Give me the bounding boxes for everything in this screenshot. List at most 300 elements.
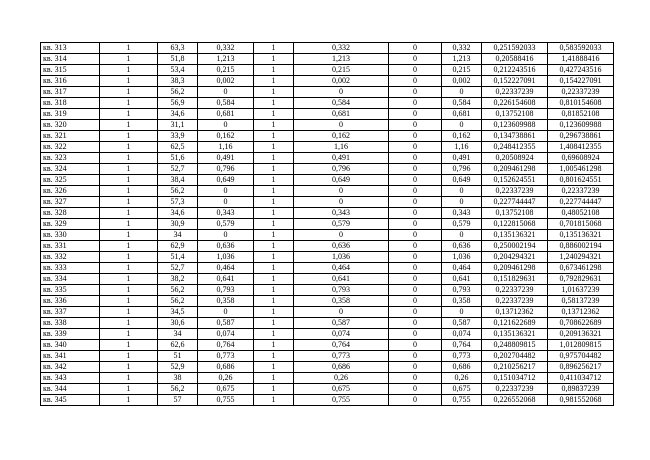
cell-col-e: 1 [254,230,294,241]
cell-apartment-label: кв. 322 [41,142,100,153]
cell-col-f: 0 [294,120,389,131]
cell-col-h: 0 [442,120,482,131]
cell-col-e: 1 [254,120,294,131]
cell-col-b: 1 [100,285,158,296]
cell-area: 53,4 [158,65,198,76]
cell-total: 0,427243516 [548,65,614,76]
cell-total: 0,13712362 [548,307,614,318]
cell-col-i: 0,134738861 [482,131,548,142]
cell-col-g: 0 [389,153,442,164]
cell-col-b: 1 [100,120,158,131]
cell-col-b: 1 [100,98,158,109]
cell-col-h: 0,002 [442,76,482,87]
cell-col-i: 0,152227091 [482,76,548,87]
cell-col-d: 0 [198,87,254,98]
cell-col-i: 0,152624551 [482,175,548,186]
cell-apartment-label: кв. 324 [41,164,100,175]
cell-total: 0,48052108 [548,208,614,219]
cell-col-b: 1 [100,219,158,230]
cell-col-f: 0,793 [294,285,389,296]
cell-col-h: 0 [442,197,482,208]
table-row [41,351,614,362]
cell-apartment-label: кв. 338 [41,318,100,329]
cell-col-g: 0 [389,197,442,208]
cell-col-b: 1 [100,395,158,406]
cell-area: 57,3 [158,197,198,208]
cell-col-e: 1 [254,274,294,285]
cell-col-h: 0,26 [442,373,482,384]
cell-col-e: 1 [254,76,294,87]
cell-col-g: 0 [389,296,442,307]
cell-col-f: 0,796 [294,164,389,175]
cell-total: 0,135136321 [548,230,614,241]
cell-col-g: 0 [389,219,442,230]
cell-col-d: 0 [198,307,254,318]
cell-area: 62,5 [158,142,198,153]
cell-col-h: 0 [442,307,482,318]
cell-col-e: 1 [254,219,294,230]
cell-col-e: 1 [254,296,294,307]
cell-col-e: 1 [254,318,294,329]
cell-apartment-label: кв. 335 [41,285,100,296]
cell-col-g: 0 [389,241,442,252]
cell-col-h: 0,074 [442,329,482,340]
cell-col-f: 0,343 [294,208,389,219]
cell-apartment-label: кв. 318 [41,98,100,109]
cell-col-i: 0,250002194 [482,241,548,252]
cell-col-g: 0 [389,54,442,65]
cell-col-b: 1 [100,340,158,351]
cell-col-b: 1 [100,153,158,164]
cell-col-i: 0,226552068 [482,395,548,406]
table-row [41,318,614,329]
cell-area: 33,9 [158,131,198,142]
cell-col-f: 0,636 [294,241,389,252]
cell-col-f: 0 [294,197,389,208]
table-row [41,109,614,120]
cell-col-f: 0,641 [294,274,389,285]
cell-col-g: 0 [389,351,442,362]
cell-col-h: 0,491 [442,153,482,164]
cell-col-g: 0 [389,340,442,351]
cell-total: 0,673461298 [548,263,614,274]
cell-col-e: 1 [254,307,294,318]
cell-col-e: 1 [254,131,294,142]
cell-col-g: 0 [389,274,442,285]
cell-col-d: 1,036 [198,252,254,263]
cell-area: 56,2 [158,186,198,197]
cell-col-d: 0,26 [198,373,254,384]
cell-col-b: 1 [100,373,158,384]
cell-col-b: 1 [100,252,158,263]
cell-col-h: 0,796 [442,164,482,175]
table-row [41,120,614,131]
cell-col-f: 0,215 [294,65,389,76]
cell-col-f: 0,332 [294,43,389,54]
cell-total: 0,154227091 [548,76,614,87]
cell-apartment-label: кв. 332 [41,252,100,263]
cell-col-d: 0,793 [198,285,254,296]
table-row [41,252,614,263]
cell-total: 0,69608924 [548,153,614,164]
cell-col-h: 0 [442,230,482,241]
cell-apartment-label: кв. 342 [41,362,100,373]
cell-col-f: 0,074 [294,329,389,340]
cell-col-d: 0 [198,120,254,131]
cell-col-f: 0,675 [294,384,389,395]
cell-col-i: 0,251592033 [482,43,548,54]
cell-col-i: 0,13752108 [482,208,548,219]
cell-col-h: 0,641 [442,274,482,285]
table-row [41,98,614,109]
cell-col-g: 0 [389,395,442,406]
cell-col-b: 1 [100,307,158,318]
cell-col-g: 0 [389,263,442,274]
cell-col-e: 1 [254,43,294,54]
table-row [41,362,614,373]
cell-total: 1,408412355 [548,142,614,153]
cell-col-f: 0 [294,230,389,241]
cell-total: 0,89837239 [548,384,614,395]
cell-col-h: 0,755 [442,395,482,406]
cell-col-h: 0,332 [442,43,482,54]
cell-col-g: 0 [389,43,442,54]
cell-col-f: 0,584 [294,98,389,109]
cell-col-e: 1 [254,362,294,373]
cell-col-d: 0,681 [198,109,254,120]
cell-col-i: 0,135136321 [482,329,548,340]
cell-area: 57 [158,395,198,406]
cell-area: 56,2 [158,87,198,98]
cell-col-e: 1 [254,285,294,296]
cell-col-d: 0,675 [198,384,254,395]
cell-col-e: 1 [254,87,294,98]
table-row [41,373,614,384]
cell-apartment-label: кв. 325 [41,175,100,186]
cell-apartment-label: кв. 341 [41,351,100,362]
table-row [41,65,614,76]
cell-col-g: 0 [389,65,442,76]
cell-col-h: 1,16 [442,142,482,153]
cell-total: 0,22337239 [548,186,614,197]
cell-col-i: 0,13712362 [482,307,548,318]
cell-col-e: 1 [254,329,294,340]
cell-col-b: 1 [100,384,158,395]
cell-col-b: 1 [100,186,158,197]
cell-col-i: 0,13752108 [482,109,548,120]
table-row [41,131,614,142]
cell-area: 51,6 [158,153,198,164]
cell-col-b: 1 [100,131,158,142]
cell-col-g: 0 [389,252,442,263]
cell-col-b: 1 [100,109,158,120]
cell-col-e: 1 [254,153,294,164]
cell-col-g: 0 [389,318,442,329]
cell-total: 0,209136321 [548,329,614,340]
cell-area: 56,2 [158,285,198,296]
cell-area: 38,4 [158,175,198,186]
table-row [41,230,614,241]
cell-col-b: 1 [100,263,158,274]
cell-col-d: 0,074 [198,329,254,340]
cell-col-e: 1 [254,65,294,76]
cell-area: 31,1 [158,120,198,131]
cell-apartment-label: кв. 326 [41,186,100,197]
cell-col-i: 0,22337239 [482,87,548,98]
cell-col-b: 1 [100,54,158,65]
cell-total: 0,227744447 [548,197,614,208]
cell-col-h: 0 [442,186,482,197]
cell-total: 0,58137239 [548,296,614,307]
cell-apartment-label: кв. 314 [41,54,100,65]
cell-col-f: 0,686 [294,362,389,373]
cell-col-h: 0,681 [442,109,482,120]
cell-col-e: 1 [254,175,294,186]
cell-col-f: 1,16 [294,142,389,153]
cell-apartment-label: кв. 329 [41,219,100,230]
cell-col-g: 0 [389,120,442,131]
cell-col-g: 0 [389,186,442,197]
cell-area: 56,2 [158,296,198,307]
cell-total: 1,240294321 [548,252,614,263]
cell-col-d: 0,686 [198,362,254,373]
cell-apartment-label: кв. 321 [41,131,100,142]
cell-apartment-label: кв. 331 [41,241,100,252]
table-row [41,197,614,208]
cell-col-f: 0,681 [294,109,389,120]
table-row [41,263,614,274]
cell-col-d: 0,649 [198,175,254,186]
cell-col-g: 0 [389,384,442,395]
cell-apartment-label: кв. 328 [41,208,100,219]
cell-col-e: 1 [254,384,294,395]
cell-apartment-label: кв. 323 [41,153,100,164]
cell-col-e: 1 [254,340,294,351]
cell-area: 38,2 [158,274,198,285]
cell-apartment-label: кв. 345 [41,395,100,406]
cell-col-f: 0,579 [294,219,389,230]
cell-col-f: 0,464 [294,263,389,274]
cell-col-i: 0,248809815 [482,340,548,351]
cell-col-g: 0 [389,164,442,175]
cell-col-f: 0,649 [294,175,389,186]
cell-col-g: 0 [389,76,442,87]
cell-apartment-label: кв. 336 [41,296,100,307]
cell-col-i: 0,20508924 [482,153,548,164]
cell-col-g: 0 [389,329,442,340]
cell-col-d: 0,215 [198,65,254,76]
cell-col-b: 1 [100,230,158,241]
cell-col-h: 0 [442,87,482,98]
cell-col-b: 1 [100,241,158,252]
table-body [41,43,614,406]
cell-area: 62,9 [158,241,198,252]
cell-col-i: 0,122815068 [482,219,548,230]
table-row [41,307,614,318]
cell-col-h: 0,649 [442,175,482,186]
table-row [41,329,614,340]
table-row [41,43,614,54]
cell-col-i: 0,123609988 [482,120,548,131]
cell-col-e: 1 [254,54,294,65]
cell-col-e: 1 [254,263,294,274]
cell-apartment-label: кв. 319 [41,109,100,120]
cell-col-d: 0,584 [198,98,254,109]
cell-col-b: 1 [100,329,158,340]
cell-apartment-label: кв. 315 [41,65,100,76]
cell-col-f: 0 [294,307,389,318]
cell-col-i: 0,202704482 [482,351,548,362]
cell-total: 0,975704482 [548,351,614,362]
cell-col-g: 0 [389,285,442,296]
cell-col-i: 0,227744447 [482,197,548,208]
cell-col-e: 1 [254,241,294,252]
cell-col-d: 0,162 [198,131,254,142]
cell-area: 56,2 [158,384,198,395]
cell-col-g: 0 [389,98,442,109]
cell-col-h: 0,686 [442,362,482,373]
cell-col-i: 0,121622689 [482,318,548,329]
cell-total: 0,981552068 [548,395,614,406]
cell-col-f: 0 [294,186,389,197]
cell-col-b: 1 [100,351,158,362]
cell-col-i: 0,210256217 [482,362,548,373]
cell-col-f: 0,002 [294,76,389,87]
cell-area: 52,7 [158,263,198,274]
cell-col-b: 1 [100,197,158,208]
cell-col-f: 1,213 [294,54,389,65]
cell-col-g: 0 [389,307,442,318]
cell-area: 52,7 [158,164,198,175]
cell-col-f: 1,036 [294,252,389,263]
cell-apartment-label: кв. 320 [41,120,100,131]
cell-col-d: 0,587 [198,318,254,329]
cell-col-i: 0,22337239 [482,384,548,395]
cell-total: 0,896256217 [548,362,614,373]
cell-area: 62,6 [158,340,198,351]
cell-area: 52,9 [158,362,198,373]
cell-apartment-label: кв. 330 [41,230,100,241]
cell-col-b: 1 [100,65,158,76]
cell-area: 38,3 [158,76,198,87]
cell-apartment-label: кв. 317 [41,87,100,98]
cell-col-h: 0,464 [442,263,482,274]
table-row [41,296,614,307]
table-row [41,208,614,219]
cell-total: 0,411034712 [548,373,614,384]
cell-area: 34 [158,329,198,340]
table-row [41,241,614,252]
cell-col-b: 1 [100,175,158,186]
cell-col-d: 0,755 [198,395,254,406]
table-row [41,164,614,175]
cell-area: 51,4 [158,252,198,263]
cell-col-e: 1 [254,109,294,120]
cell-col-d: 0,332 [198,43,254,54]
cell-col-h: 0,636 [442,241,482,252]
cell-col-d: 0,636 [198,241,254,252]
cell-col-e: 1 [254,252,294,263]
cell-total: 0,886002194 [548,241,614,252]
cell-col-d: 0 [198,230,254,241]
cell-total: 1,012809815 [548,340,614,351]
cell-col-h: 0,675 [442,384,482,395]
table-row [41,186,614,197]
table-row [41,285,614,296]
cell-col-f: 0,162 [294,131,389,142]
cell-col-g: 0 [389,362,442,373]
cell-col-d: 0,358 [198,296,254,307]
cell-col-f: 0,764 [294,340,389,351]
cell-area: 30,9 [158,219,198,230]
cell-total: 0,701815068 [548,219,614,230]
cell-col-d: 0,773 [198,351,254,362]
cell-col-f: 0,755 [294,395,389,406]
cell-col-h: 0,579 [442,219,482,230]
cell-col-b: 1 [100,318,158,329]
cell-col-h: 0,162 [442,131,482,142]
cell-col-d: 0,641 [198,274,254,285]
cell-col-e: 1 [254,98,294,109]
cell-col-h: 0,793 [442,285,482,296]
cell-apartment-label: кв. 343 [41,373,100,384]
cell-col-e: 1 [254,395,294,406]
cell-col-h: 0,343 [442,208,482,219]
apartment-table [40,42,614,406]
cell-col-i: 0,151829631 [482,274,548,285]
cell-col-i: 0,248412355 [482,142,548,153]
cell-area: 51,8 [158,54,198,65]
cell-col-b: 1 [100,43,158,54]
cell-total: 0,81852108 [548,109,614,120]
cell-col-e: 1 [254,186,294,197]
cell-col-b: 1 [100,142,158,153]
cell-col-f: 0 [294,87,389,98]
cell-total: 1,005461298 [548,164,614,175]
cell-apartment-label: кв. 340 [41,340,100,351]
cell-total: 0,583592033 [548,43,614,54]
cell-col-d: 0,464 [198,263,254,274]
cell-total: 0,22337239 [548,87,614,98]
cell-col-i: 0,209461298 [482,164,548,175]
cell-col-g: 0 [389,109,442,120]
cell-apartment-label: кв. 337 [41,307,100,318]
cell-col-g: 0 [389,208,442,219]
cell-col-h: 1,036 [442,252,482,263]
cell-col-i: 0,22337239 [482,296,548,307]
cell-col-d: 0,579 [198,219,254,230]
cell-area: 51 [158,351,198,362]
table-row [41,87,614,98]
cell-apartment-label: кв. 339 [41,329,100,340]
cell-col-b: 1 [100,76,158,87]
cell-apartment-label: кв. 327 [41,197,100,208]
cell-col-i: 0,151034712 [482,373,548,384]
cell-col-d: 1,16 [198,142,254,153]
cell-total: 0,708622689 [548,318,614,329]
cell-col-i: 0,212243516 [482,65,548,76]
cell-col-g: 0 [389,230,442,241]
cell-col-e: 1 [254,197,294,208]
cell-col-g: 0 [389,131,442,142]
cell-col-f: 0,773 [294,351,389,362]
cell-area: 63,3 [158,43,198,54]
cell-col-b: 1 [100,296,158,307]
cell-col-i: 0,135136321 [482,230,548,241]
cell-area: 34 [158,230,198,241]
cell-col-e: 1 [254,208,294,219]
cell-col-i: 0,22337239 [482,186,548,197]
